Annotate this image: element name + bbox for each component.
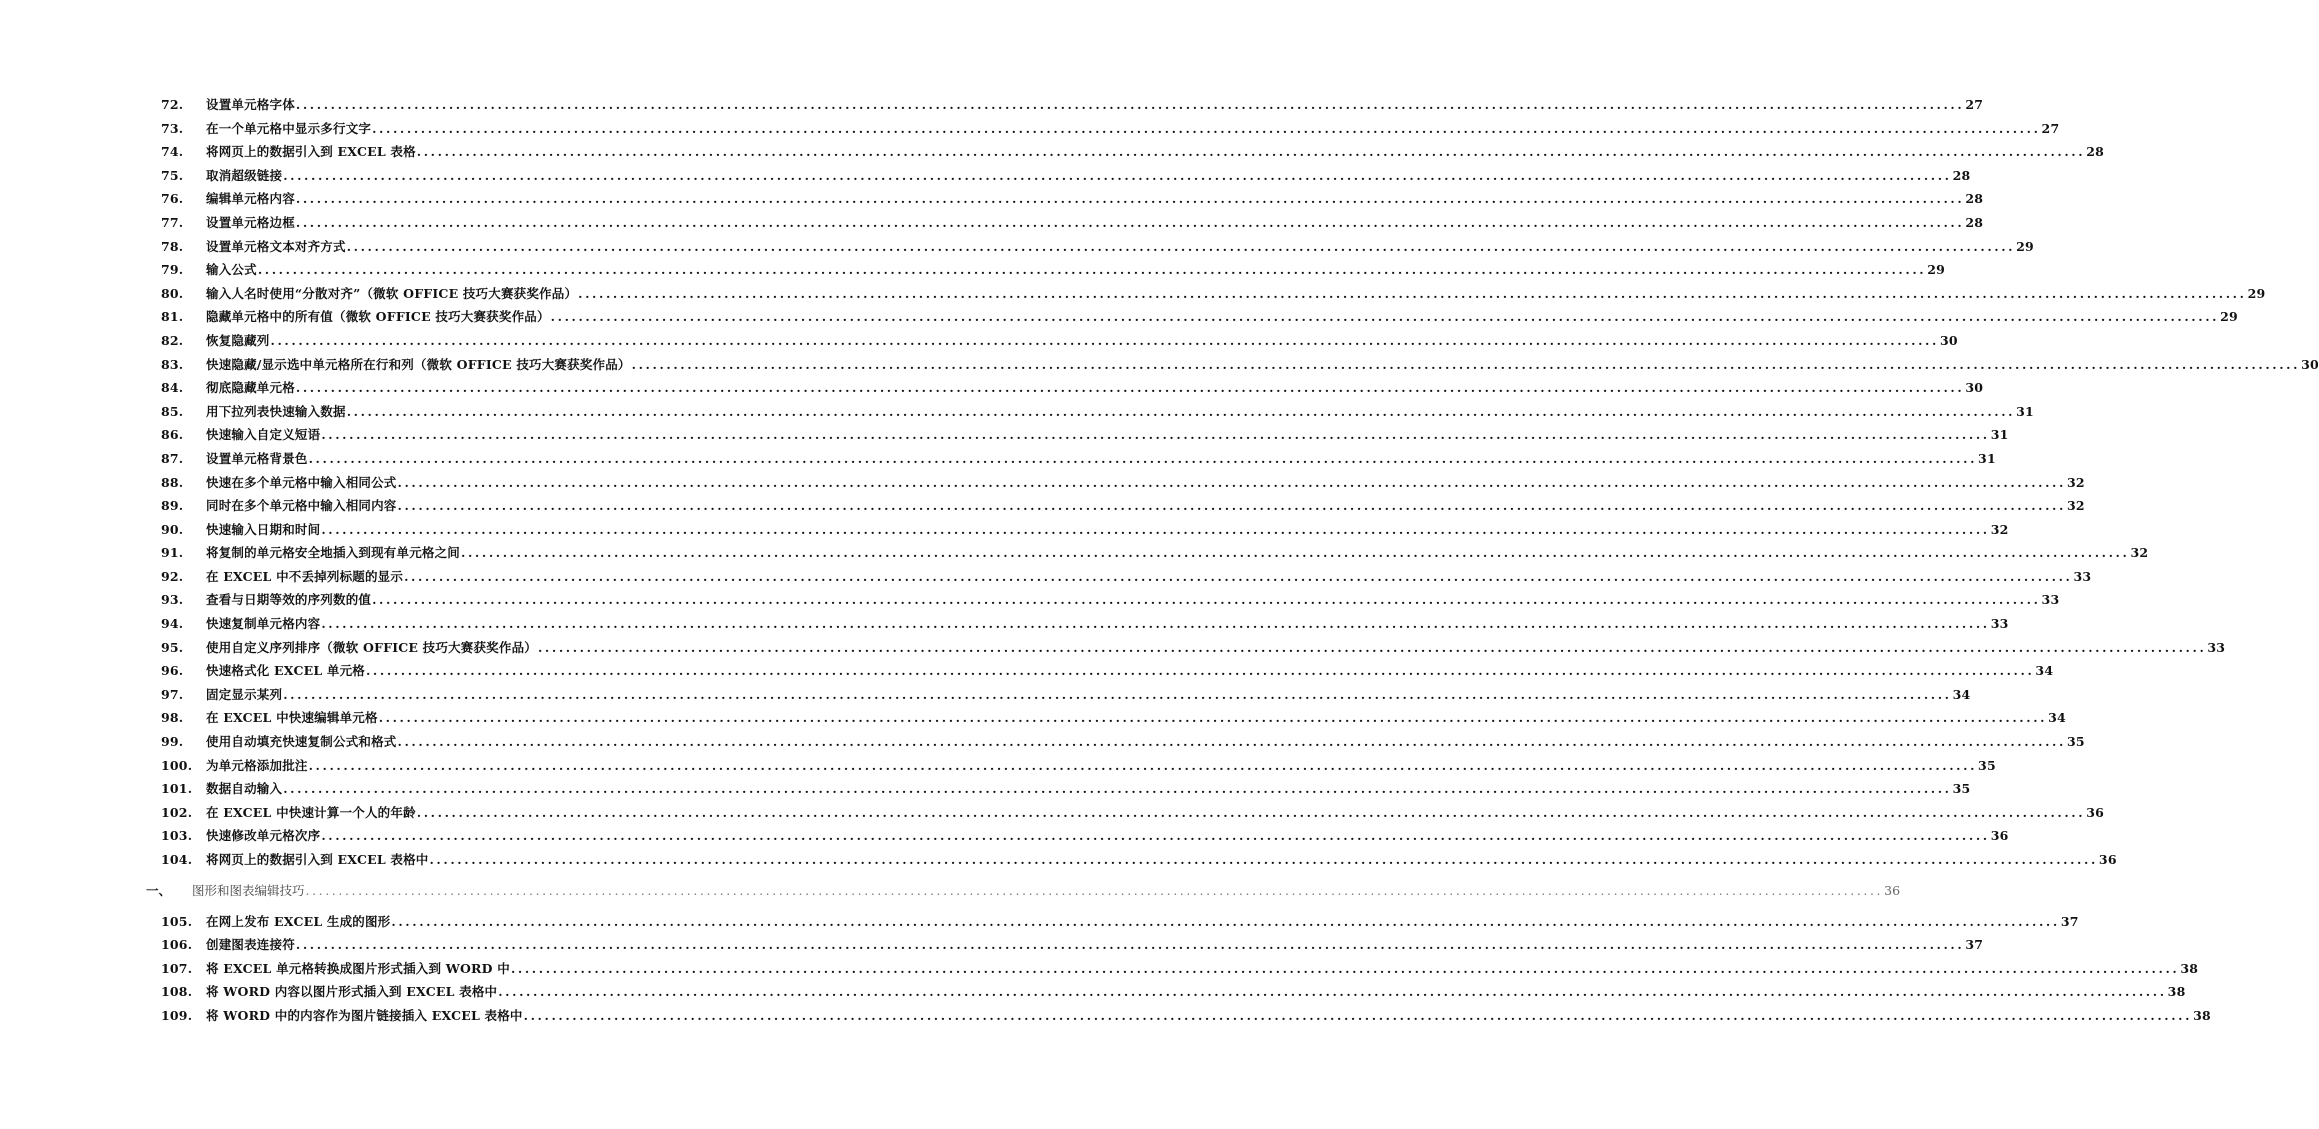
entry-page-number: 27	[2041, 120, 2060, 136]
entry-line	[206, 471, 2085, 495]
entry-page-number: 35	[2066, 734, 2085, 750]
entry-line	[206, 910, 2079, 934]
entry-title: 在一个单元格中显示多行文字	[206, 120, 372, 136]
toc-entry[interactable]	[0, 1004, 2211, 1028]
entry-line	[206, 801, 2105, 825]
entry-line	[206, 777, 1971, 801]
toc-group-cell-editing	[0, 93, 2319, 872]
toc-entry[interactable]	[0, 518, 2009, 542]
entry-page-number: 36	[2086, 804, 2105, 820]
entry-line	[206, 400, 2034, 424]
toc-entry[interactable]	[0, 541, 2149, 565]
entry-title: 在 EXCEL 中快速计算一个人的年龄	[206, 804, 416, 820]
entry-page-number: 31	[1978, 450, 1996, 466]
entry-line	[206, 117, 2060, 141]
entry-title: 创建图表连接符	[206, 937, 295, 953]
entry-title: 将 WORD 内容以图片形式插入到 EXCEL 表格中	[206, 984, 498, 1000]
dot-leader: ................................................................................................................................................................................................................................................	[397, 734, 2066, 750]
entry-number: 107.	[161, 960, 193, 976]
entry-line	[206, 423, 2009, 447]
entry-number: 76.	[161, 191, 184, 207]
entry-line	[206, 1004, 2211, 1028]
dot-leader: ................................................................................................................................................................................................................................................	[295, 97, 1965, 112]
entry-number: 80.	[161, 285, 184, 301]
dot-leader: ................................................................................................................................................................................................................................................	[365, 663, 2035, 679]
dot-leader: ................................................................................................................................................................................................................................................	[295, 937, 1965, 953]
dot-leader: ................................................................................................................................................................................................................................................	[372, 592, 2041, 608]
entry-line	[206, 565, 2092, 589]
entry-line	[206, 518, 2009, 542]
entry-number: 89.	[161, 498, 184, 514]
dot-leader: ................................................................................................................................................................................................................................................	[321, 616, 1990, 632]
entry-page-number: 37	[2060, 913, 2079, 929]
entry-line	[206, 636, 2226, 660]
entry-title: 将网页上的数据引入到 EXCEL 表格中	[206, 852, 429, 867]
entry-page-number: 33	[1990, 616, 2009, 632]
entry-page-number: 27	[1965, 97, 1984, 112]
entry-line	[206, 376, 1984, 400]
entry-page-number: 32	[1990, 521, 2009, 537]
toc-entry[interactable]	[0, 636, 2226, 660]
toc-entry[interactable]	[0, 471, 2085, 495]
entry-title: 快速修改单元格次序	[206, 828, 321, 844]
entry-number: 78.	[161, 238, 184, 254]
entry-title: 查看与日期等效的序列数的值	[206, 592, 372, 608]
entry-page-number: 33	[2207, 639, 2226, 655]
dot-leader: ................................................................................................................................................................................................................................................	[397, 474, 2066, 490]
toc-entry[interactable]	[0, 777, 1971, 801]
table-of-contents	[0, 93, 2319, 1028]
entry-number: 86.	[161, 427, 184, 443]
dot-leader: ................................................................................................................................................................................................................................................	[283, 686, 1952, 702]
entry-page-number: 33	[2073, 568, 2092, 584]
entry-page-number: 30	[1965, 380, 1984, 396]
entry-line	[206, 93, 1984, 117]
entry-line	[206, 612, 2009, 636]
entry-number: 81.	[161, 309, 184, 325]
toc-entry[interactable]	[0, 730, 2085, 754]
dot-leader: ................................................................................................................................................................................................................................................	[308, 757, 1978, 773]
entry-number: 102.	[161, 804, 193, 820]
dot-leader: ................................................................................................................................................................................................................................................	[257, 262, 1927, 278]
entry-number: 85.	[161, 403, 184, 419]
toc-entry[interactable]	[0, 933, 1984, 957]
section-entry	[192, 876, 1901, 906]
entry-number: 82.	[161, 332, 184, 348]
entry-page-number: 30	[1939, 332, 1958, 348]
toc-entry[interactable]	[0, 565, 2092, 589]
dot-leader: ................................................................................................................................................................................................................................................	[283, 781, 1952, 797]
dot-leader: ................................................................................................................................................................................................................................................	[305, 882, 1884, 898]
entry-page-number: 35	[1952, 781, 1971, 797]
toc-entry[interactable]	[0, 93, 1984, 117]
dot-leader: ................................................................................................................................................................................................................................................	[510, 960, 2180, 976]
entry-line	[206, 140, 2105, 164]
toc-entry[interactable]	[0, 258, 1946, 282]
entry-number: 84.	[161, 380, 184, 396]
entry-title: 将网页上的数据引入到 EXCEL 表格	[206, 144, 416, 160]
entry-page-number: 32	[2066, 498, 2085, 514]
entry-page-number: 30	[2301, 356, 2319, 372]
entry-page-number: 34	[2048, 710, 2066, 726]
dot-leader: ................................................................................................................................................................................................................................................	[498, 984, 2167, 1000]
entry-page-number: 29	[2247, 285, 2266, 301]
entry-number: 96.	[161, 663, 184, 679]
entry-line	[206, 164, 1971, 188]
entry-page-number: 28	[1965, 191, 1984, 207]
entry-title: 输入公式	[206, 262, 257, 278]
entry-page-number: 34	[1952, 686, 1971, 702]
entry-title: 设置单元格背景色	[206, 450, 308, 466]
entry-number: 98.	[161, 710, 184, 726]
entry-title: 取消超级链接	[206, 167, 283, 183]
entry-number: 74.	[161, 144, 184, 160]
entry-title: 使用自动填充快速复制公式和格式	[206, 734, 397, 750]
entry-line	[206, 706, 2066, 730]
toc-entry[interactable]	[0, 282, 2266, 306]
toc-entry[interactable]	[0, 423, 2009, 447]
toc-entry[interactable]	[0, 211, 1984, 235]
entry-title: 恢复隐藏列	[206, 332, 270, 348]
dot-leader: ................................................................................................................................................................................................................................................	[397, 498, 2066, 514]
dot-leader: ................................................................................................................................................................................................................................................	[346, 238, 2016, 254]
entry-line	[206, 541, 2149, 565]
entry-title: 将复制的单元格安全地插入到现有单元格之间	[206, 545, 461, 561]
entry-number: 97.	[161, 686, 184, 702]
entry-line	[206, 211, 1984, 235]
entry-number: 108.	[161, 984, 193, 1000]
entry-number: 109.	[161, 1007, 193, 1023]
entry-title: 快速在多个单元格中输入相同公式	[206, 474, 397, 490]
entry-page-number: 28	[1965, 214, 1984, 230]
section-page-number: 36	[1884, 882, 1901, 898]
dot-leader: ................................................................................................................................................................................................................................................	[295, 214, 1965, 230]
entry-line	[206, 588, 2060, 612]
dot-leader: ................................................................................................................................................................................................................................................	[537, 639, 2207, 655]
entry-title: 设置单元格字体	[206, 97, 295, 112]
toc-entry[interactable]	[0, 612, 2009, 636]
entry-number: 90.	[161, 521, 184, 537]
dot-leader: ................................................................................................................................................................................................................................................	[429, 852, 2098, 867]
dot-leader: ................................................................................................................................................................................................................................................	[578, 285, 2247, 301]
dot-leader: ................................................................................................................................................................................................................................................	[378, 710, 2048, 726]
entry-number: 79.	[161, 262, 184, 278]
section-title: 图形和图表编辑技巧	[192, 882, 305, 898]
toc-entry[interactable]	[0, 494, 2085, 518]
dot-leader: ................................................................................................................................................................................................................................................	[404, 568, 2073, 584]
entry-title: 将 EXCEL 单元格转换成图片形式插入到 WORD 中	[206, 960, 510, 976]
entry-line	[206, 494, 2085, 518]
entry-page-number: 29	[2016, 238, 2034, 254]
toc-entry[interactable]	[0, 117, 2060, 141]
entry-line	[206, 824, 2009, 848]
toc-entry[interactable]	[0, 329, 1958, 353]
entry-title: 同时在多个单元格中输入相同内容	[206, 498, 397, 514]
toc-entry[interactable]	[0, 683, 1971, 707]
entry-number: 106.	[161, 937, 193, 953]
entry-number: 92.	[161, 568, 184, 584]
entry-page-number: 32	[2130, 545, 2149, 561]
entry-page-number: 35	[1978, 757, 1996, 773]
entry-number: 103.	[161, 828, 193, 844]
entry-number: 75.	[161, 167, 184, 183]
entry-line	[206, 848, 2117, 872]
toc-entry[interactable]	[0, 980, 2186, 1004]
entry-title: 在网上发布 EXCEL 生成的图形	[206, 913, 391, 929]
toc-entry[interactable]	[0, 447, 1996, 471]
dot-leader: ................................................................................................................................................................................................................................................	[372, 120, 2041, 136]
entry-title: 在 EXCEL 中不丢掉列标题的显示	[206, 568, 404, 584]
entry-title: 快速复制单元格内容	[206, 616, 321, 632]
entry-title: 快速输入自定义短语	[206, 427, 321, 443]
entry-page-number: 34	[2035, 663, 2054, 679]
entry-number: 73.	[161, 120, 184, 136]
toc-entry[interactable]	[0, 187, 1984, 211]
entry-line	[206, 282, 2266, 306]
entry-line	[206, 754, 1996, 778]
entry-title: 将 WORD 中的内容作为图片链接插入 EXCEL 表格中	[206, 1007, 523, 1023]
entry-line	[206, 933, 1984, 957]
entry-number: 83.	[161, 356, 184, 372]
toc-entry[interactable]	[0, 400, 2034, 424]
entry-title: 彻底隐藏单元格	[206, 380, 295, 396]
entry-title: 快速输入日期和时间	[206, 521, 321, 537]
entry-number: 72.	[161, 97, 184, 112]
entry-page-number: 38	[2193, 1007, 2211, 1023]
entry-number: 91.	[161, 545, 184, 561]
toc-entry[interactable]	[0, 353, 2319, 377]
entry-title: 为单元格添加批注	[206, 757, 308, 773]
entry-title: 隐藏单元格中的所有值（微软 OFFICE 技巧大赛获奖作品）	[206, 309, 550, 325]
dot-leader: ................................................................................................................................................................................................................................................	[550, 309, 2220, 325]
toc-entry[interactable]	[0, 588, 2060, 612]
dot-leader: ................................................................................................................................................................................................................................................	[523, 1007, 2193, 1023]
toc-section-heading[interactable]	[0, 876, 1901, 910]
entry-line	[206, 447, 1996, 471]
dot-leader: ................................................................................................................................................................................................................................................	[295, 191, 1965, 207]
entry-page-number: 31	[1990, 427, 2009, 443]
entry-line	[206, 730, 2085, 754]
entry-line	[206, 258, 1946, 282]
dot-leader: ................................................................................................................................................................................................................................................	[270, 332, 1939, 348]
entry-title: 输入人名时使用“分散对齐”（微软 OFFICE 技巧大赛获奖作品）	[206, 285, 578, 301]
entry-title: 数据自动输入	[206, 781, 283, 797]
entry-title: 在 EXCEL 中快速编辑单元格	[206, 710, 378, 726]
entry-line	[206, 353, 2319, 377]
entry-line	[206, 329, 1958, 353]
entry-page-number: 28	[2086, 144, 2105, 160]
section-number: 一、	[146, 882, 172, 898]
toc-entry[interactable]	[0, 164, 1971, 188]
entry-page-number: 28	[1952, 167, 1971, 183]
entry-title: 设置单元格边框	[206, 214, 295, 230]
dot-leader: ................................................................................................................................................................................................................................................	[391, 913, 2060, 929]
entry-line	[206, 980, 2186, 1004]
toc-entry[interactable]	[0, 235, 2034, 259]
entry-title: 固定显示某列	[206, 686, 283, 702]
entry-line	[206, 235, 2034, 259]
entry-page-number: 33	[2041, 592, 2060, 608]
entry-line	[206, 957, 2199, 981]
toc-entry[interactable]	[0, 140, 2105, 164]
entry-title: 编辑单元格内容	[206, 191, 295, 207]
entry-line	[206, 305, 2238, 329]
toc-entry[interactable]	[0, 910, 2079, 934]
entry-page-number: 36	[1990, 828, 2009, 844]
toc-entry[interactable]	[0, 848, 2117, 872]
entry-number: 104.	[161, 852, 193, 867]
entry-page-number: 38	[2167, 984, 2186, 1000]
dot-leader: ................................................................................................................................................................................................................................................	[308, 450, 1978, 466]
entry-number: 105.	[161, 913, 193, 929]
entry-number: 93.	[161, 592, 184, 608]
entry-number: 94.	[161, 616, 184, 632]
toc-entry[interactable]	[0, 305, 2238, 329]
entry-page-number: 32	[2066, 474, 2085, 490]
entry-number: 88.	[161, 474, 184, 490]
dot-leader: ................................................................................................................................................................................................................................................	[321, 828, 1990, 844]
entry-line	[206, 659, 2054, 683]
dot-leader: ................................................................................................................................................................................................................................................	[321, 427, 1990, 443]
entry-number: 99.	[161, 734, 184, 750]
dot-leader: ................................................................................................................................................................................................................................................	[416, 144, 2086, 160]
entry-title: 用下拉列表快速输入数据	[206, 403, 346, 419]
entry-page-number: 29	[1927, 262, 1946, 278]
entry-page-number: 31	[2016, 403, 2034, 419]
dot-leader: ................................................................................................................................................................................................................................................	[283, 167, 1952, 183]
entry-page-number: 29	[2220, 309, 2238, 325]
toc-entry[interactable]	[0, 957, 2199, 981]
dot-leader: ................................................................................................................................................................................................................................................	[346, 403, 2016, 419]
dot-leader: ................................................................................................................................................................................................................................................	[416, 804, 2086, 820]
toc-entry[interactable]	[0, 824, 2009, 848]
entry-line	[206, 683, 1971, 707]
entry-title: 快速格式化 EXCEL 单元格	[206, 663, 365, 679]
entry-title: 设置单元格文本对齐方式	[206, 238, 346, 254]
entry-page-number: 38	[2180, 960, 2199, 976]
dot-leader: ................................................................................................................................................................................................................................................	[631, 356, 2301, 372]
toc-entry[interactable]	[0, 801, 2105, 825]
entry-title: 使用自定义序列排序（微软 OFFICE 技巧大赛获奖作品）	[206, 639, 537, 655]
dot-leader: ................................................................................................................................................................................................................................................	[321, 521, 1990, 537]
dot-leader: ................................................................................................................................................................................................................................................	[295, 380, 1965, 396]
entry-number: 101.	[161, 781, 193, 797]
entry-number: 95.	[161, 639, 184, 655]
dot-leader: ................................................................................................................................................................................................................................................	[461, 545, 2130, 561]
toc-entry[interactable]	[0, 376, 1984, 400]
entry-page-number: 36	[2098, 852, 2117, 867]
entry-number: 100.	[161, 757, 193, 773]
entry-line	[206, 187, 1984, 211]
entry-number: 87.	[161, 450, 184, 466]
entry-number: 77.	[161, 214, 184, 230]
toc-entry[interactable]	[0, 706, 2066, 730]
entry-title: 快速隐藏/显示选中单元格所在行和列（微软 OFFICE 技巧大赛获奖作品）	[206, 356, 631, 372]
entry-page-number: 37	[1965, 937, 1984, 953]
toc-group-charts	[0, 910, 2211, 1028]
toc-entry[interactable]	[0, 659, 2054, 683]
toc-entry[interactable]	[0, 754, 1996, 778]
